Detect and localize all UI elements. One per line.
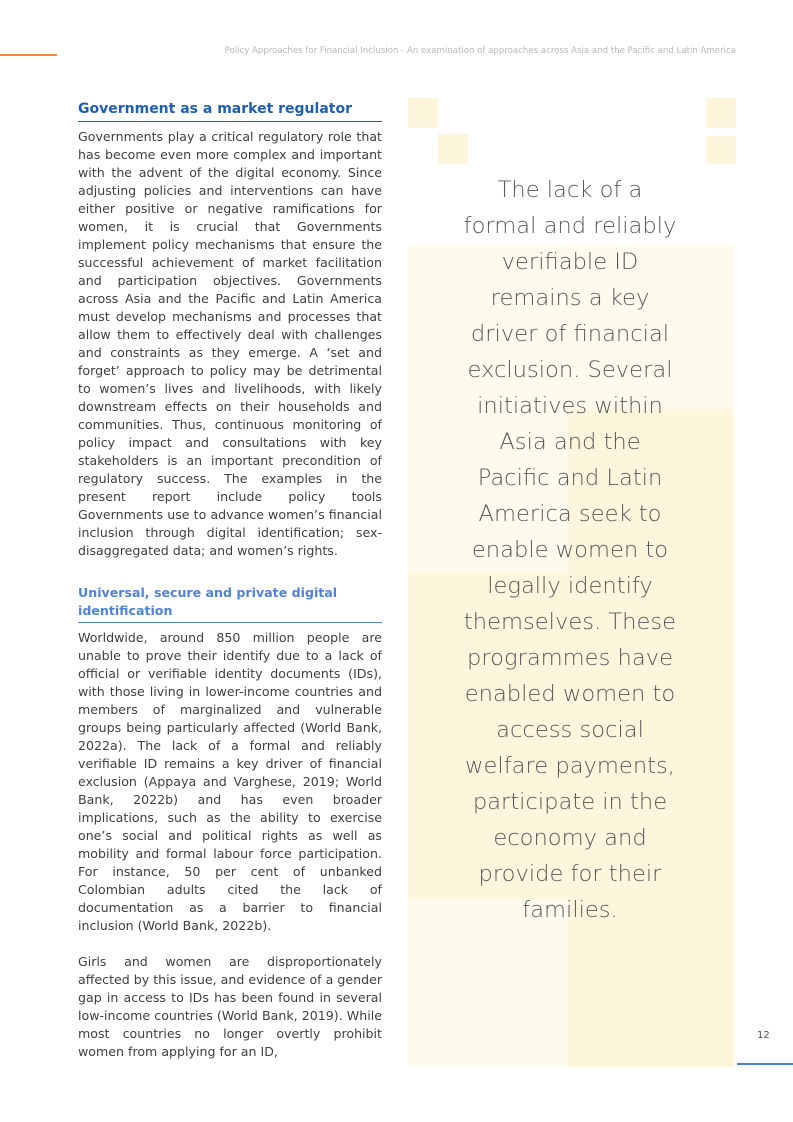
pull-quote: The lack of a formal and reliably verifiable ID remains a key driver of financial exclusion. Several initiatives within Asia and the Pacific and Latin America seek to enable women to legally identify themselves. These programmes have enabled women to access social welfare payments, participate in the economy and provide for their families.	[463, 177, 677, 923]
page-number: 12	[757, 1030, 770, 1041]
header-accent-rule	[0, 54, 57, 56]
subsection-title: Universal, secure and private digital identification	[78, 584, 382, 623]
decor-square	[408, 98, 438, 128]
subsection-paragraph: Girls and women are disproportionately affected by this issue, and evidence of a gender gap in access to IDs has been found in several low-income countries (World Bank, 2019). While most countries no longer overtly prohibit women from applying for an ID,	[78, 954, 382, 1059]
decor-square	[438, 134, 468, 164]
main-text-column	[78, 100, 382, 1061]
section-title: Government as a market regulator	[78, 100, 382, 122]
subsection-paragraph: Worldwide, around 850 million people are unable to prove their identify due to a lack of official or verifiable identity documents (IDs), with those living in lower-income countries and members of marginalized and vulnerable groups being particularly affected (World Bank, 2022a). The lack of a formal and reliably verifiable ID remains a key driver of financial exclusion (Appaya and Varghese, 2019; World Bank, 2022b) and has even broader implications, such as the ability to exercise one’s social and political rights as well as mobility and formal labour force participation. For instance, 50 per cent of unbanked Colombian adults cited the lack of documentation as a barrier to financial inclusion (World Bank, 2022b).	[78, 630, 382, 933]
section-paragraph: Governments play a critical regulatory role that has become even more complex and important with the advent of the digital economy. Since adjusting policies and interventions can have either positive or negative ramifications for women, it is crucial that Governments implement policy mechanisms that ensure the successful achievement of market facilitation and participation objectives. Governments across Asia and the Pacific and Latin America must develop mechanisms and processes that allow them to effectively deal with challenges and constraints as they emerge. A ‘set and forget’ approach to policy may be detrimental to women’s lives and livelihoods, with likely downstream effects on their households and communities. Thus, continuous monitoring of policy impact and consultations with key stakeholders is an important precondition of regulatory success. The examples in the present report include policy tools Governments use to advance women’s financial inclusion through digital identification; sex-disaggregated data; and women’s rights.	[78, 129, 382, 558]
footer-accent-rule	[737, 1063, 793, 1065]
decor-square	[706, 98, 736, 128]
running-header: Policy Approaches for Financial Inclusion - An examination of approaches across Asia and the Pacific and Latin America	[224, 46, 736, 56]
decor-square	[706, 136, 736, 164]
